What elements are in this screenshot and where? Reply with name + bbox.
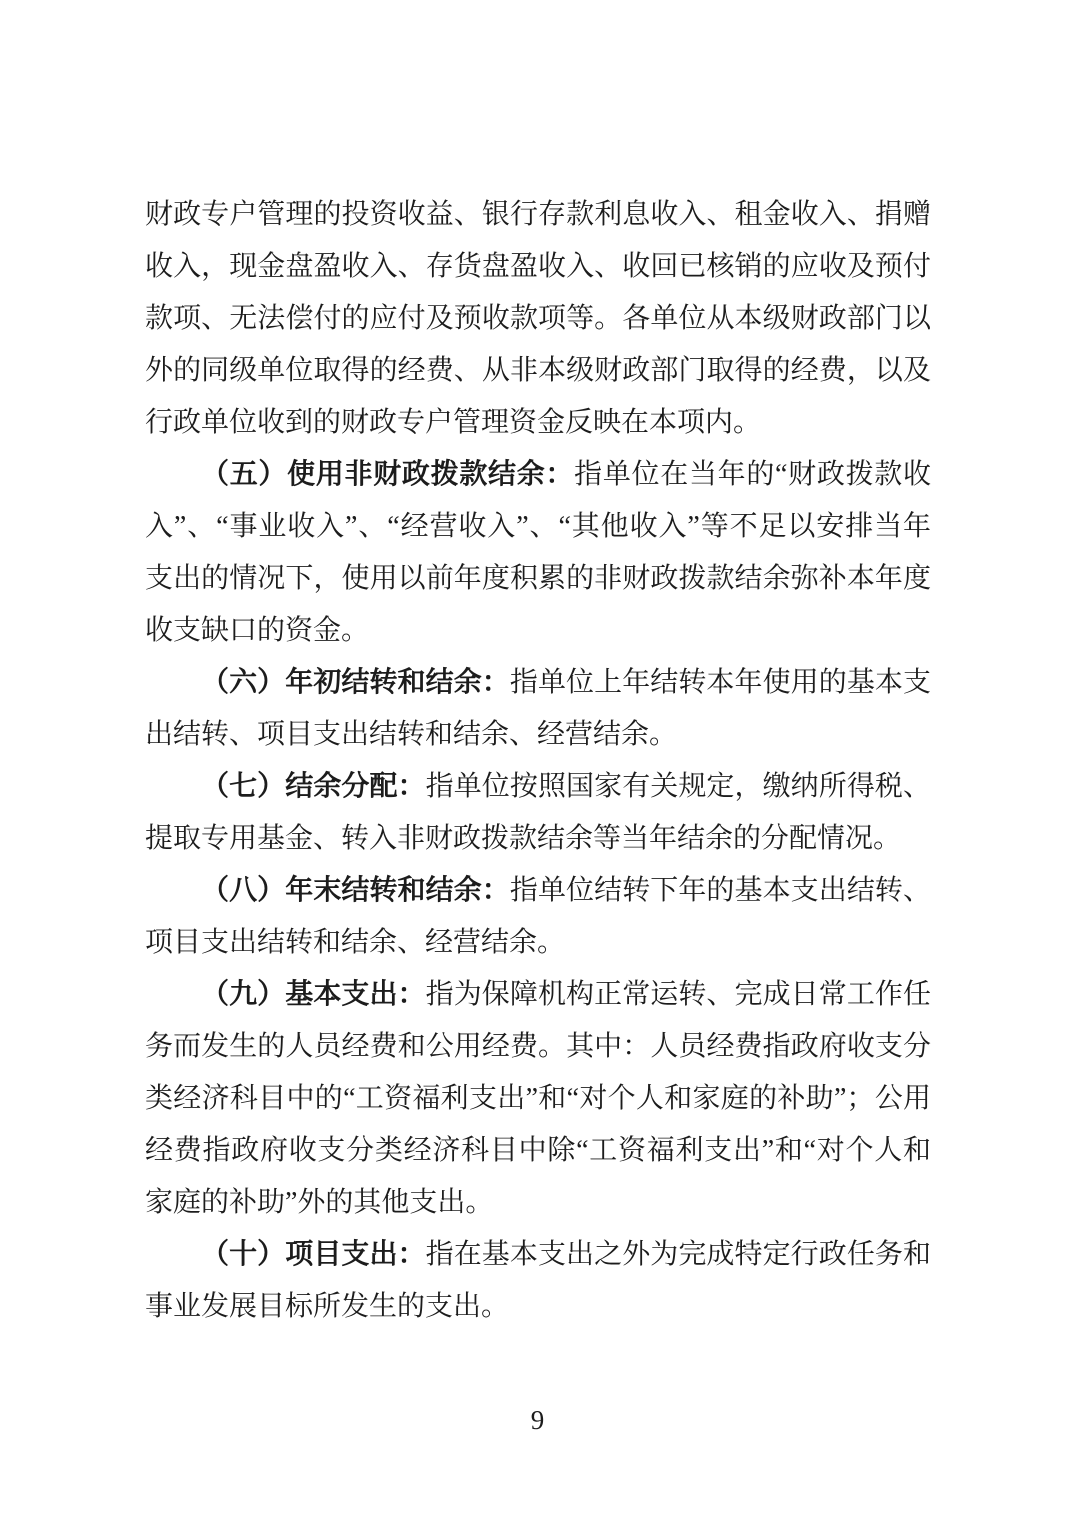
paragraph-text: 指单位上年结转本年使用的基本支出结转、项目支出结转和结余、经营结余。 — [145, 667, 931, 750]
paragraph-text: 指单位按照国家有关规定，缴纳所得税、提取专用基金、转入非财政拨款结余等当年结余的分配情况。 — [145, 771, 931, 854]
body-paragraph-section-7 — [145, 761, 931, 865]
document-body — [145, 189, 931, 1333]
paragraph-text: 指单位结转下年的基本支出结转、项目支出结转和结余、经营结余。 — [145, 875, 931, 958]
paragraph-text: 财政专户管理的投资收益、银行存款利息收入、租金收入、捐赠收入，现金盘盈收入、存货盘盈收入、收回已核销的应收及预付款项、无法偿付的应付及预收款项等。各单位从本级财政部门以外的同级单位取得的经费、从非本级财政部门取得的经费，以及行政单位收到的财政专户管理资金反映在本项内。 — [145, 199, 931, 438]
page-number: 9 — [530, 1405, 545, 1435]
paragraph-text: 指单位在当年的“财政拨款收入”、“事业收入”、“经营收入”、“其他收入”等不足以安排当年支出的情况下，使用以前年度积累的非财政拨款结余弥补本年度收支缺口的资金。 — [145, 459, 931, 646]
section-heading-8: （八）年末结转和结余： — [201, 875, 510, 906]
body-paragraph-continuation — [145, 189, 931, 449]
section-heading-10: （十）项目支出： — [201, 1239, 426, 1270]
body-paragraph-section-6 — [145, 657, 931, 761]
body-paragraph-section-8 — [145, 865, 931, 969]
paragraph-text: 指在基本支出之外为完成特定行政任务和事业发展目标所发生的支出。 — [145, 1239, 931, 1322]
body-paragraph-section-10 — [145, 1229, 931, 1333]
section-heading-9: （九）基本支出： — [201, 979, 426, 1010]
section-heading-6: （六）年初结转和结余： — [201, 667, 510, 698]
section-heading-7: （七）结余分配： — [201, 771, 426, 802]
body-paragraph-section-5 — [145, 449, 931, 657]
body-paragraph-section-9 — [145, 969, 931, 1229]
page-footer — [0, 1400, 1075, 1440]
paragraph-text: 指为保障机构正常运转、完成日常工作任务而发生的人员经费和公用经费。其中：人员经费指政府收支分类经济科目中的“工资福利支出”和“对个人和家庭的补助”；公用经费指政府收支分类经济科目中除“工资福利支出”和“对个人和家庭的补助”外的其他支出。 — [145, 979, 931, 1218]
section-heading-5: （五）使用非财政拨款结余： — [201, 459, 575, 490]
